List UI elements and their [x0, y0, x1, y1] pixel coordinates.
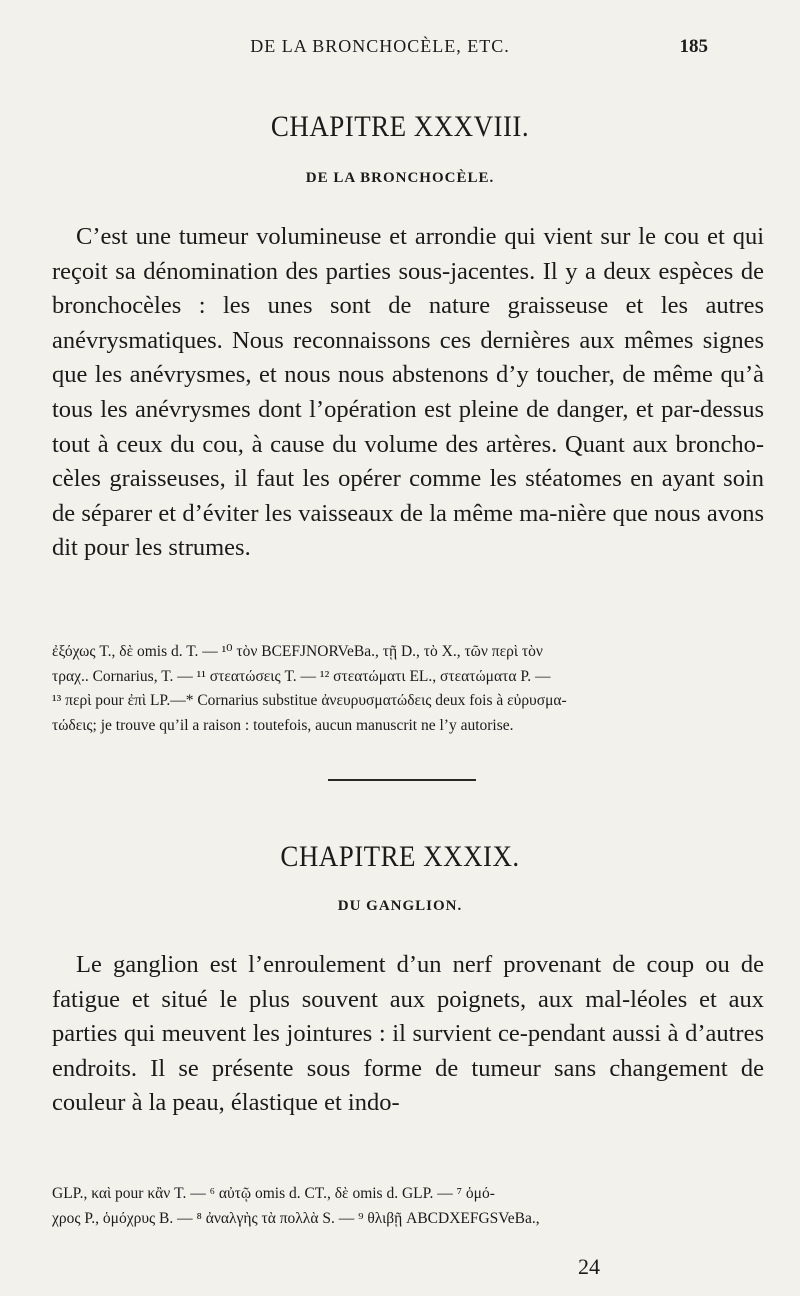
- chapter-39-text: Le ganglion est l’enroulement d’un nerf provenant de coup ou de fatigue et situé le plus souvent aux poignets, aux mal-léoles et aux parties qui meuvent les jointures : il survient ce-pendant aussi à d’autres endroits. Il se présente sous forme de tumeur sans changement de couleur à la peau, élastique et indo-: [52, 951, 764, 1117]
- footnote-line: τραχ.. Cornarius, T. — ¹¹ στεατώσεις T. — ¹² στεατώματι EL., στεατώματα P. —: [52, 667, 551, 685]
- chapter-38-text: C’est une tumeur volumineuse et arrondie qui vient sur le cou et qui reçoit sa dénomination des parties sous-jacentes. Il y a deux espèces de bronchocèles : les unes sont de nature graisseuse et les autres anévrysmatiques. Nous reconnaissons ces dernières aux mêmes signes que les anévrysmes, et nous nous abstenons d’y toucher, de même qu’à tous les anévrysmes dont l’opération est pleine de danger, et par-dessus tout à ceux du cou, à cause du volume des artères. Quant aux broncho-cèles graisseuses, il faut les opérer comme les stéatomes en ayant soin de séparer et d’éviter les vaisseaux de la même ma-nière que nous avons dit pour les strumes.: [52, 223, 764, 562]
- signature-mark: 24: [578, 1254, 600, 1279]
- footnote-line: χρος P., ὁμόχρυς B. — ⁸ ἀναλγὴς τὰ πολλὰ S. — ⁹ θλιβῇ ABCDXEFGSVeBa.,: [52, 1209, 540, 1227]
- footnotes-chapter-39: [52, 1182, 764, 1231]
- footnote-line: τώδεις; je trouve qu’il a raison : toutefois, aucun manuscrit ne l’y autorise.: [52, 716, 514, 734]
- running-title: DE LA BRONCHOCÈLE, ETC.: [250, 36, 510, 56]
- page-number: 185: [679, 36, 708, 57]
- running-head: [52, 36, 708, 60]
- chapter-38-heading: CHAPITRE XXXVIII.: [270, 110, 530, 143]
- chapter-38-subheading: DE LA BRONCHOCÈLE.: [305, 170, 495, 186]
- footnote-line: ἐξόχως T., δὲ omis d. T. — ¹⁰ τὸν BCEFJNORVeBa., τῇ D., τὸ X., τῶν περὶ τὸν: [52, 643, 543, 660]
- footnote-line: ¹³ περὶ pour ἐπὶ LP.—* Cornarius substitue ἀνευρυσματώδεις deux fois à εὐρυσμα-: [52, 692, 567, 709]
- chapter-39-heading: CHAPITRE XXXIX.: [280, 840, 520, 873]
- footnote-line: GLP., καὶ pour κἂν T. — ⁶ αὐτῷ omis d. CT., δὲ omis d. GLP. — ⁷ ὁμό-: [52, 1185, 495, 1202]
- section-divider: [328, 779, 476, 781]
- footnotes-chapter-38: [52, 640, 764, 738]
- chapter-39-subheading: DU GANGLION.: [337, 898, 463, 914]
